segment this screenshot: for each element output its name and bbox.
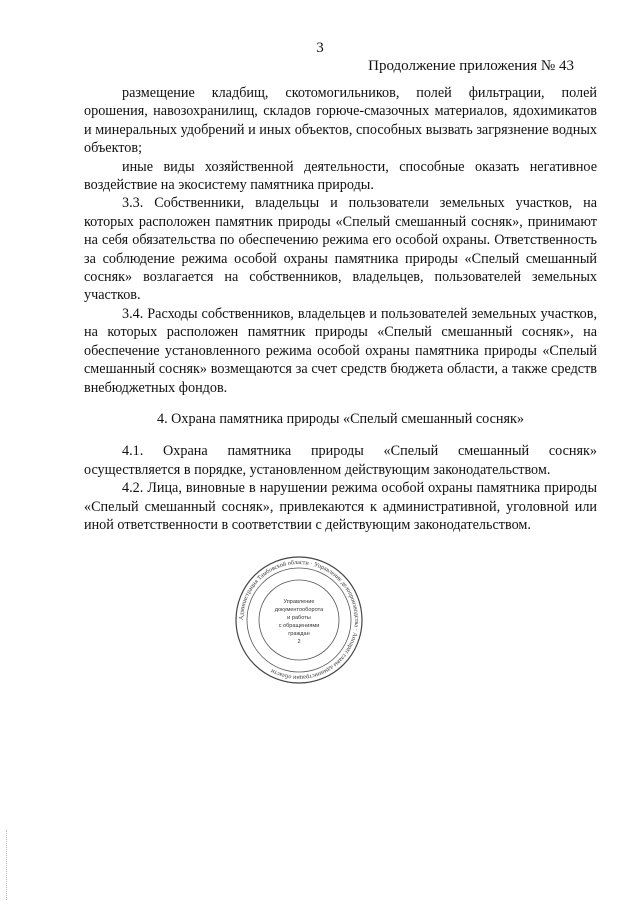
stamp-line-4: с обращениями — [278, 623, 320, 629]
margin-scan-marks — [6, 830, 11, 900]
paragraph-4-1: 4.1. Охрана памятника природы «Спелый смешанный сосняк» осуществляется в порядке, установленном действующим законодательством. — [84, 443, 597, 478]
appendix-label: Продолжение приложения № 43 — [368, 58, 574, 74]
stamp-line-1: Управление — [283, 599, 315, 605]
paragraph-placement-restrictions: размещение кладбищ, скотомогильников, полей фильтрации, полей орошения, навозохранилищ, складов горюче-смазочных материалов, ядохимикатов и минеральных удобрений и иных объектов, способных вызвать загрязнение водных объектов; — [84, 85, 597, 157]
page-number: 3 — [316, 40, 324, 56]
paragraph-3-4: 3.4. Расходы собственников, владельцев и пользователей земельных участков, на которых расположен памятник природы «Спелый смешанный сосняк», на обеспечение установленного режима особой охраны памятника природы «Спелый смешанный сосняк» возмещаются за счет средств бюджета области, а также средств внебюджетных фондов. — [84, 305, 597, 396]
stamp-line-6: 2 — [297, 639, 301, 645]
stamp-outer-textpath: Администрация Тамбовской области · Управление делопроизводства · Аппарат главы администрации области — [237, 558, 361, 682]
stamp-line-3: и работы — [287, 615, 311, 621]
stamp-line-5: граждан — [288, 631, 310, 637]
section-heading: 4. Охрана памятника природы «Спелый смешанный сосняк» — [156, 410, 524, 427]
paragraph-4-2: 4.2. Лица, виновные в нарушении режима особой охраны памятника природы «Спелый смешанный сосняк», привлекаются к административной, уголовной или иной ответственности в соответствии с действующим законодательством. — [84, 480, 597, 533]
stamp-line-2: документооборота — [274, 607, 324, 613]
paragraph-3-3: 3.3. Собственники, владельцы и пользователи земельных участков, на которых расположен памятник природы «Спелый смешанный сосняк», принимают на себя обязательства по обеспечению режима его особой охраны. Ответственность за соблюдение режима особой охраны памятника природы «Спелый смешанный сосняк» возлагается на собственников, владельцев, пользователей земельных участков. — [84, 195, 597, 304]
document-body — [84, 84, 597, 534]
stamp-inner-text — [275, 599, 324, 645]
official-stamp — [234, 555, 364, 685]
paragraph-other-activities: иные виды хозяйственной деятельности, способные оказать негативное воздействие на экосистему памятника природы. — [84, 158, 597, 194]
